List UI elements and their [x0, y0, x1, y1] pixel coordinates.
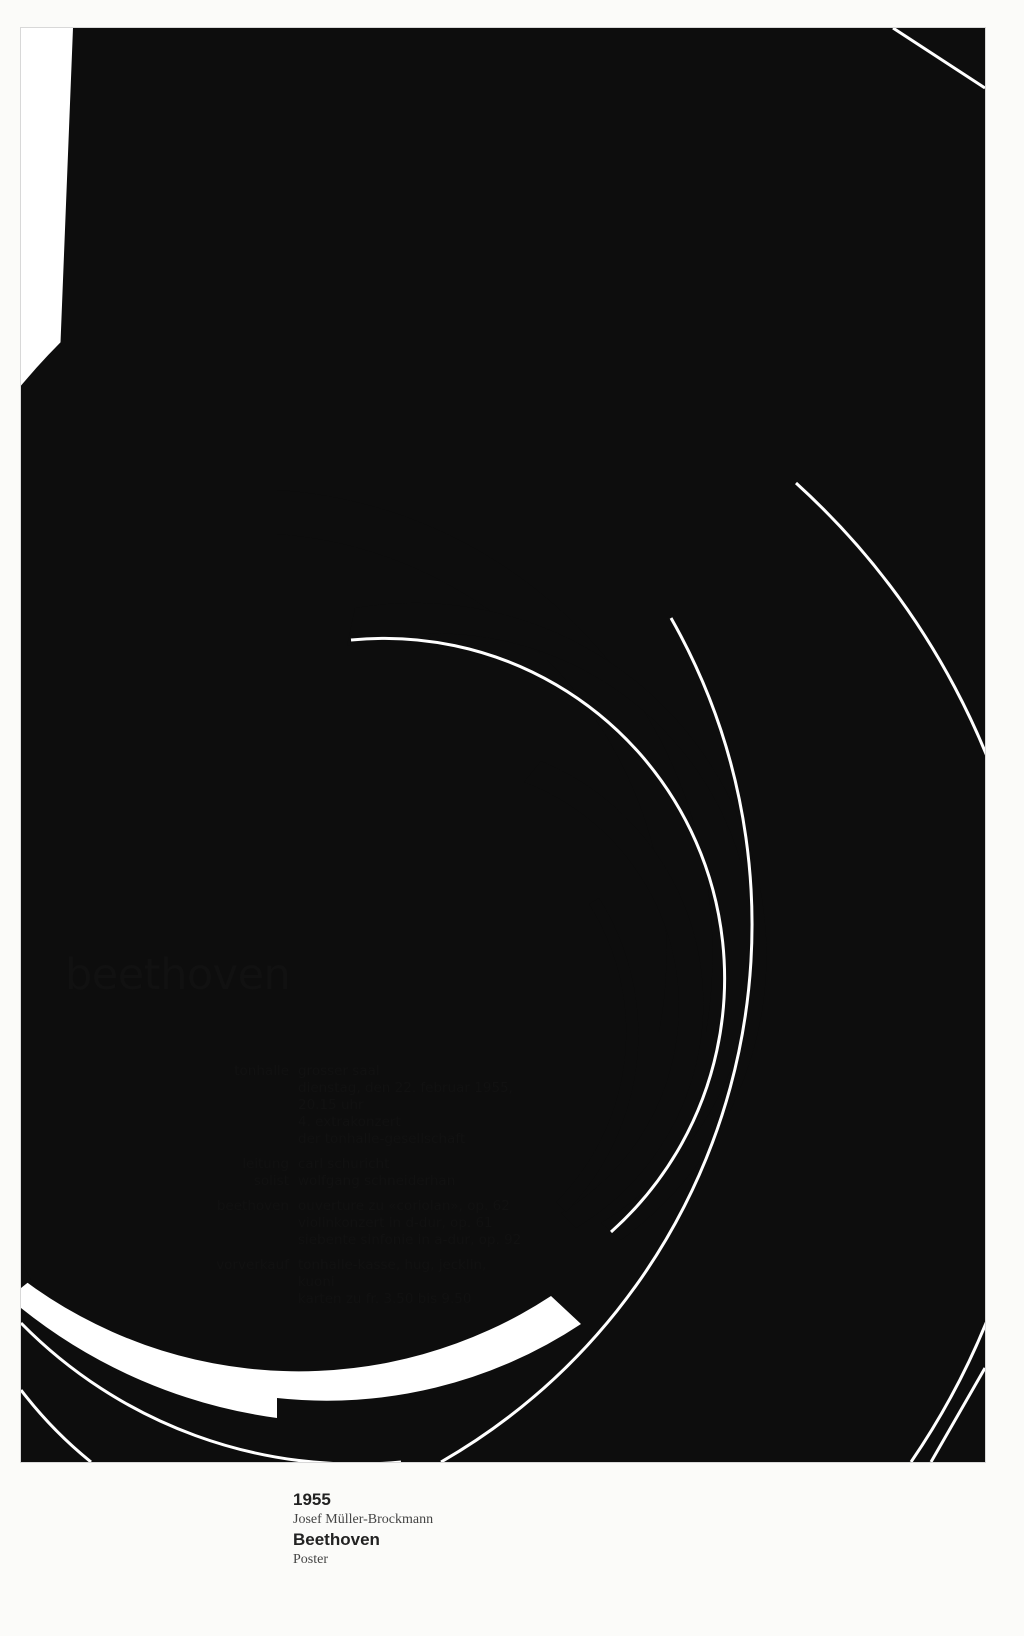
- detail-line: kuoni: [298, 1274, 335, 1290]
- detail-label: tonhalle: [234, 1063, 289, 1079]
- detail-leitung-solist: [171, 1156, 521, 1190]
- detail-line: ouverture zu «coriolan», op. 62: [298, 1198, 510, 1214]
- detail-line: siebente sinfonie in a-dur, op. 92: [298, 1232, 522, 1248]
- detail-program: [171, 1198, 521, 1249]
- caption-title: Beethoven: [293, 1530, 380, 1549]
- caption-year: 1955: [293, 1490, 331, 1509]
- caption-author: Josef Müller-Brockmann: [293, 1512, 434, 1527]
- detail-line: violinkonzert in d-dur, op. 61: [298, 1215, 493, 1231]
- poster-title: beethoven: [65, 950, 291, 1000]
- detail-line: dienstag, den 22. februar 1955,: [298, 1080, 513, 1096]
- detail-line: der tonhalle-gesellschaft: [298, 1131, 466, 1147]
- detail-tonhalle: [171, 1063, 521, 1148]
- detail-line: 4. extrakonzert: [298, 1114, 401, 1130]
- detail-vorverkauf: [171, 1257, 521, 1308]
- detail-line: karten zu fr. 3.50 bis 9.50: [298, 1291, 472, 1307]
- detail-label: leitung solist: [242, 1156, 289, 1189]
- detail-line: 20.15 uhr: [298, 1097, 364, 1113]
- poster: [21, 28, 985, 1462]
- detail-line: carl schuricht: [298, 1156, 390, 1172]
- concert-details: [171, 1063, 521, 1316]
- detail-line: wolfgang schneiderhan: [298, 1173, 456, 1189]
- detail-line: grosser saal: [298, 1063, 380, 1079]
- caption-type: Poster: [293, 1552, 328, 1567]
- caption: [293, 1490, 433, 1570]
- detail-line: tonhalle-kasse, hug, jecklin,: [298, 1257, 487, 1273]
- detail-label: vorverkauf: [216, 1257, 289, 1273]
- detail-label: beethoven: [216, 1198, 289, 1214]
